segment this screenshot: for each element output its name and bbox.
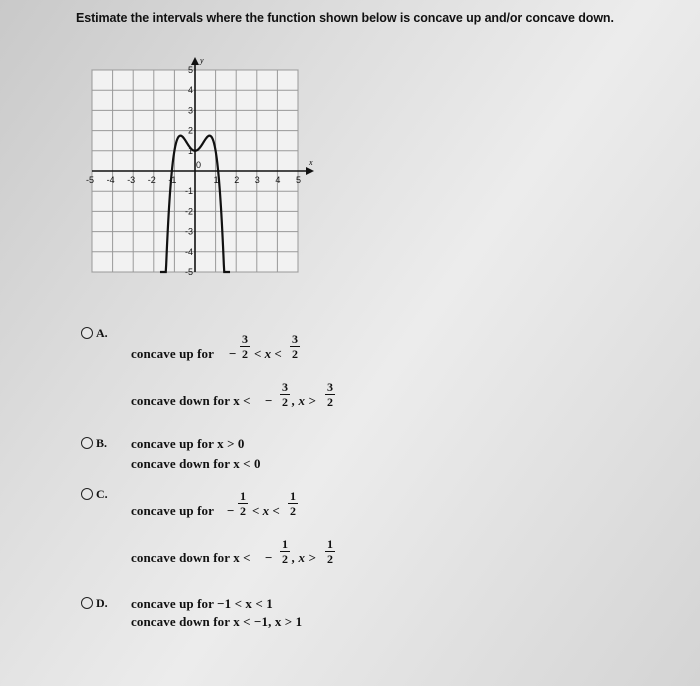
option-b-letter: B. xyxy=(96,436,108,450)
y-tick-label: -5 xyxy=(185,267,194,277)
option-c-up-neg-fraction: 1 2 xyxy=(240,489,246,518)
y-tick-label: -2 xyxy=(185,206,194,217)
option-a-up-neg-fraction: 3 2 xyxy=(242,332,248,361)
x-tick-label: 2 xyxy=(234,175,240,185)
option-c-down-label: concave down for x < xyxy=(131,550,251,565)
option-c-up-label: concave up for xyxy=(131,503,214,518)
y-tick-label: -4 xyxy=(185,246,194,257)
option-d-letter: D. xyxy=(96,596,108,610)
x-axis-label: x xyxy=(309,158,313,167)
option-a-radio[interactable] xyxy=(81,327,93,339)
option-a-down-neg-fraction: 3 2 xyxy=(282,380,288,409)
x-tick-label: -5 xyxy=(86,175,95,185)
x-tick-label: 4 xyxy=(275,175,281,185)
option-c-up-pos-fraction: 1 2 xyxy=(290,489,296,518)
option-d-down-text: concave down for x < −1, x > 1 xyxy=(131,614,303,629)
x-tick-label: 3 xyxy=(254,175,260,185)
x-tick-label: -2 xyxy=(147,175,156,185)
y-tick-label: -1 xyxy=(185,186,194,197)
x-tick-label: -4 xyxy=(106,175,115,185)
y-tick-label: 3 xyxy=(188,105,194,116)
x-tick-label: -1 xyxy=(168,175,177,185)
option-a-up-inequality: < x < xyxy=(254,346,282,361)
x-tick-label: 5 xyxy=(296,175,302,185)
option-a-letter: A. xyxy=(96,326,108,340)
x-axis-arrow xyxy=(306,167,314,175)
option-c-down-minus: − xyxy=(265,550,273,565)
option-a-down-inequality: , x > xyxy=(292,393,316,408)
option-a-up-label: concave up for xyxy=(131,346,214,361)
option-d-up-text: concave up for −1 < x < 1 xyxy=(131,596,273,611)
y-tick-label: 2 xyxy=(188,125,194,136)
option-a-down-minus: − xyxy=(265,393,273,408)
x-tick-label: 0 xyxy=(196,160,202,170)
function-graph xyxy=(80,55,320,285)
option-b-down-text: concave down for x < 0 xyxy=(131,456,261,471)
option-b-up-text: concave up for x > 0 xyxy=(131,436,245,451)
option-a-down-pos-fraction: 3 2 xyxy=(327,380,333,409)
option-a-up-pos-fraction: 3 2 xyxy=(292,332,298,361)
x-tick-label: -3 xyxy=(127,175,136,185)
y-tick-label: -3 xyxy=(185,226,194,237)
option-b-radio[interactable] xyxy=(81,437,93,449)
option-c-down-neg-fraction: 1 2 xyxy=(282,537,288,566)
option-c-up-minus: − xyxy=(227,503,235,518)
y-axis-arrow xyxy=(191,57,199,65)
option-c-up-inequality: < x < xyxy=(252,503,280,518)
x-tick-label: 1 xyxy=(213,175,219,185)
y-tick-label: 4 xyxy=(188,85,194,96)
question-prompt: Estimate the intervals where the function shown below is concave up and/or concave down. xyxy=(76,11,614,25)
y-tick-label: 5 xyxy=(188,65,194,75)
option-c-letter: C. xyxy=(96,487,108,501)
option-c-down-pos-fraction: 1 2 xyxy=(327,537,333,566)
option-a-down-label: concave down for x < xyxy=(131,393,251,408)
y-tick-label: 1 xyxy=(188,145,194,156)
option-c-radio[interactable] xyxy=(81,488,93,500)
option-c-down-inequality: , x > xyxy=(292,550,316,565)
option-a-up-minus: − xyxy=(229,346,237,361)
option-d-radio[interactable] xyxy=(81,597,93,609)
y-axis-label: y xyxy=(200,56,204,65)
